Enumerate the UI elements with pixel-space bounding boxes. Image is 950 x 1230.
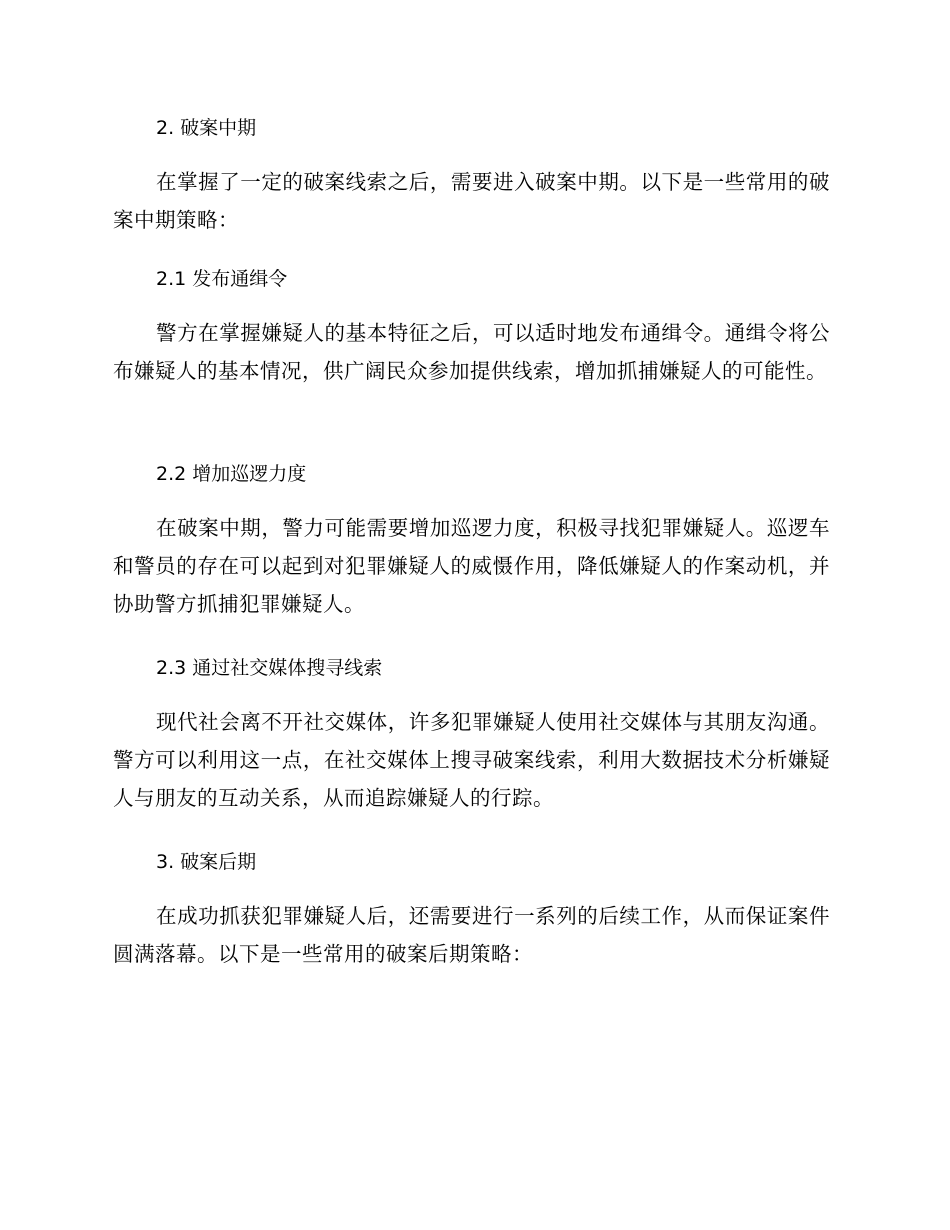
- section-heading-2-2: 2.2 增加巡逻力度: [156, 463, 307, 485]
- paragraph-intro-mid-stage: 在掌握了一定的破案线索之后，需要进入破案中期。以下是一些常用的破案中期策略：: [113, 170, 830, 232]
- paragraph-late-stage: 在成功抓获犯罪嫌疑人后，还需要进行一系列的后续工作，从而保证案件圆满落幕。以下是一些常用的破案后期策略：: [113, 904, 830, 966]
- paragraph-patrol: 在破案中期，警力可能需要增加巡逻力度，积极寻找犯罪嫌疑人。巡逻车和警员的存在可以起到对犯罪嫌疑人的威慑作用，降低嫌疑人的作案动机，并协助警方抓捕犯罪嫌疑人。: [113, 516, 830, 616]
- paragraph-wanted-notice: 警方在掌握嫌疑人的基本特征之后，可以适时地发布通缉令。通缉令将公布嫌疑人的基本情况，供广阔民众参加提供线索，增加抓捕嫌疑人的可能性。: [113, 321, 830, 383]
- section-heading-2-1: 2.1 发布通缉令: [156, 268, 288, 290]
- section-heading-2: 2. 破案中期: [156, 117, 257, 139]
- section-heading-3: 3. 破案后期: [156, 851, 257, 873]
- paragraph-social-media: 现代社会离不开社交媒体，许多犯罪嫌疑人使用社交媒体与其朋友沟通。警方可以利用这一点，在社交媒体上搜寻破案线索，利用大数据技术分析嫌疑人与朋友的互动关系，从而追踪嫌疑人的行踪。: [113, 710, 830, 810]
- section-heading-2-3: 2.3 通过社交媒体搜寻线索: [156, 657, 383, 679]
